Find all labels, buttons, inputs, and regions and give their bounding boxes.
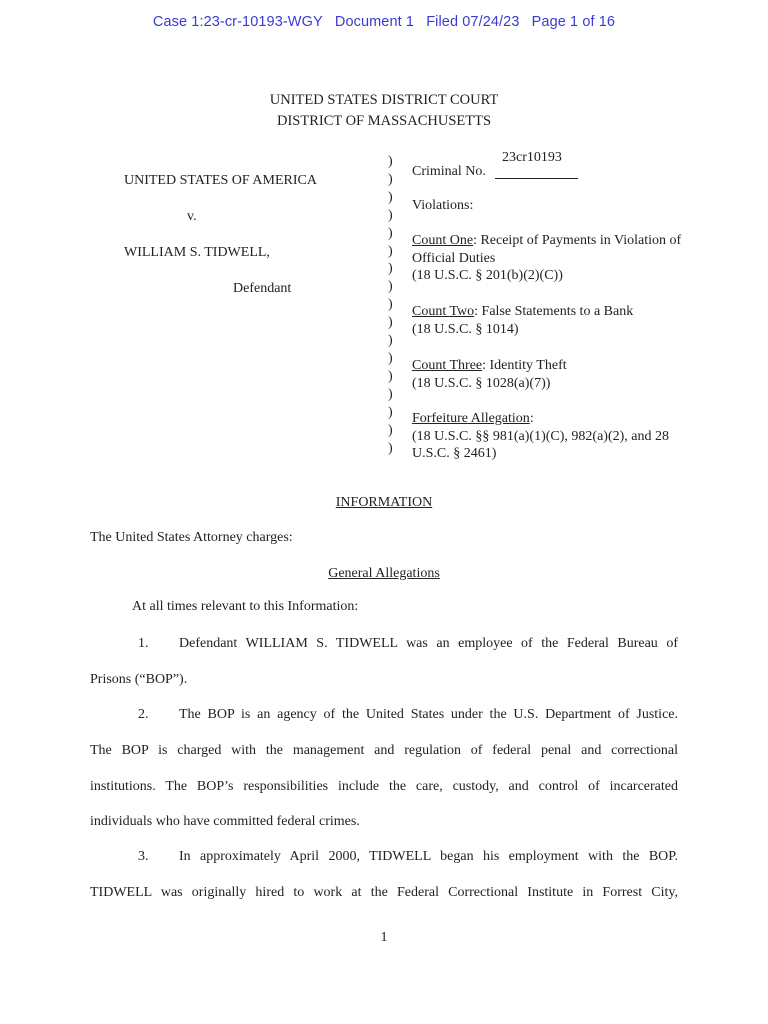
violations-label: Violations: — [412, 198, 474, 213]
document-number: Document 1 — [334, 14, 415, 30]
count-one-cite: (18 U.S.C. § 201(b)(2)(C)) — [412, 268, 563, 283]
count-three — [412, 357, 567, 392]
forfeiture-cite: (18 U.S.C. §§ 981(a)(1)(C), 982(a)(2), and 28 — [412, 428, 669, 444]
caption-divider: ) ) ) ) ) ) ) ) ) ) ) ) ) ) ) ) ) — [388, 154, 393, 456]
intro-line: The United States Attorney charges: — [90, 530, 293, 545]
lead-line: At all times relevant to this Information: — [132, 599, 359, 614]
criminal-number-value: 23cr10193 — [502, 150, 562, 165]
count-one — [412, 232, 681, 285]
filed-date: Filed 07/24/23 — [426, 14, 520, 30]
count-two-desc: : False Statements to a Bank — [474, 304, 634, 319]
criminal-number-line — [495, 178, 578, 179]
count-three-title: Count Three — [412, 358, 483, 373]
page-number: 1 — [380, 930, 388, 945]
case-number: Case 1:23-cr-10193-WGY — [152, 14, 323, 30]
forfeiture-colon: : — [529, 411, 534, 426]
count-two — [412, 303, 633, 338]
court-name: UNITED STATES DISTRICT COURT — [269, 92, 499, 108]
count-one-desc: : Receipt of Payments in Violation of — [473, 233, 682, 248]
paragraph-2-line-2: The BOP is charged with the management and regulation of federal penal and correctional — [90, 742, 678, 758]
forfeiture-cite-2: U.S.C. § 2461) — [412, 446, 497, 461]
criminal-number-label: Criminal No. — [412, 164, 486, 179]
paragraph-3 — [90, 839, 678, 911]
defendant-label: Defendant — [233, 281, 292, 296]
forfeiture-title: Forfeiture Allegation — [412, 411, 530, 426]
page-indicator: Page 1 of 16 — [531, 14, 616, 30]
paragraph-2-line-4: individuals who have committed federal crimes. — [90, 814, 360, 830]
paragraph-2-line-3: institutions. The BOP’s responsibilities include the care, custody, and control of incarcerated — [90, 778, 678, 794]
paragraph-3-number: 3. — [138, 849, 149, 864]
count-three-desc: : Identity Theft — [482, 358, 567, 373]
section-heading: General Allegations — [328, 566, 440, 581]
ecf-header — [0, 14, 768, 30]
count-one-title: Count One — [412, 233, 474, 248]
count-two-title: Count Two — [412, 304, 475, 319]
forfeiture-allegation — [412, 410, 669, 463]
plaintiff-name: UNITED STATES OF AMERICA — [124, 173, 317, 188]
count-one-desc-2: Official Duties — [412, 250, 496, 266]
paragraph-2-line-1: The BOP is an agency of the United States under the U.S. Department of Justice. — [179, 707, 678, 722]
paragraph-2 — [90, 697, 678, 840]
paragraph-2-number: 2. — [138, 707, 149, 722]
paragraph-1-number: 1. — [138, 636, 149, 651]
versus: v. — [187, 209, 197, 224]
paragraph-3-line-2: TIDWELL was originally hired to work at the Federal Correctional Institute in Forrest City, — [90, 884, 678, 900]
document-heading: INFORMATION — [335, 495, 433, 510]
paragraph-1 — [90, 626, 678, 698]
paragraph-1-line-1: Defendant WILLIAM S. TIDWELL was an employee of the Federal Bureau of — [179, 636, 678, 651]
paragraph-1-line-2: Prisons (“BOP”). — [90, 671, 188, 687]
defendant-name: WILLIAM S. TIDWELL, — [124, 245, 270, 260]
paragraph-3-line-1: In approximately April 2000, TIDWELL began his employment with the BOP. — [179, 849, 678, 864]
count-two-cite: (18 U.S.C. § 1014) — [412, 321, 519, 337]
count-three-cite: (18 U.S.C. § 1028(a)(7)) — [412, 375, 551, 391]
court-district: DISTRICT OF MASSACHUSETTS — [276, 113, 492, 129]
